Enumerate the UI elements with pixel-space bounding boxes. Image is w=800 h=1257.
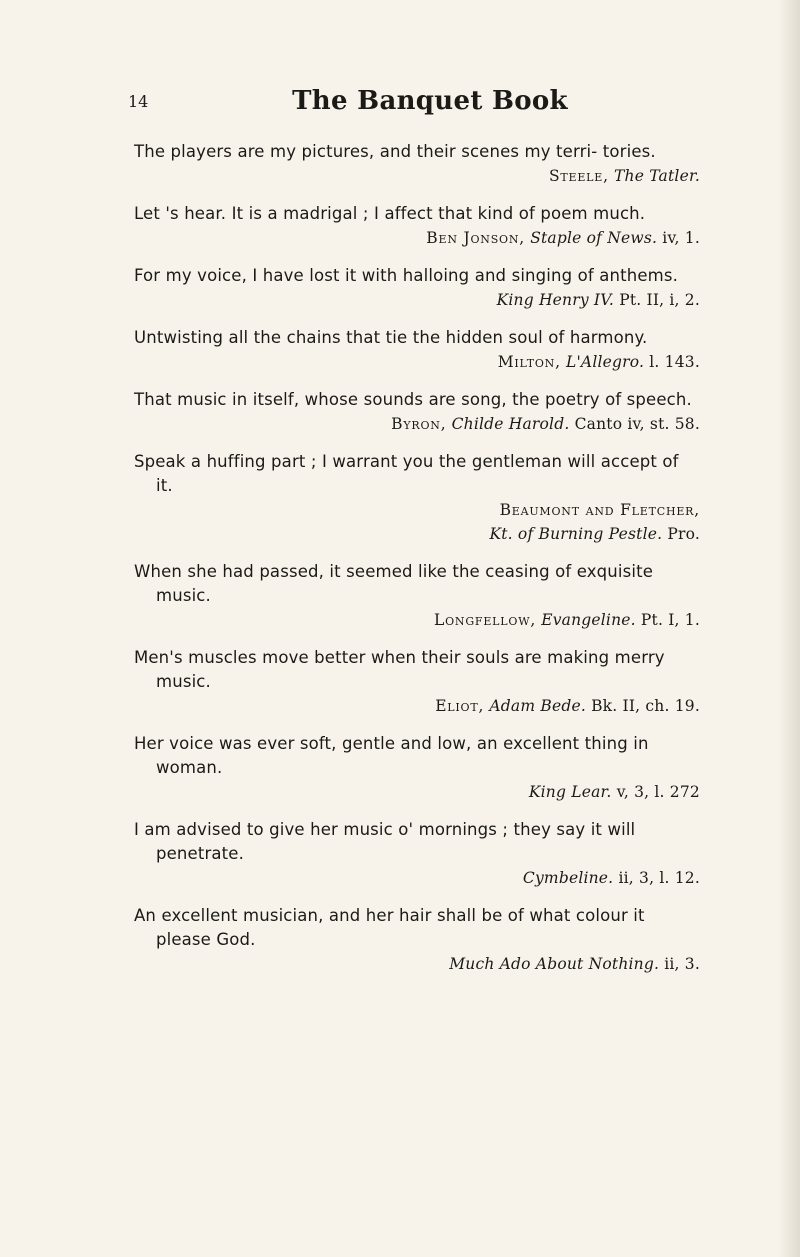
citation	[134, 866, 700, 890]
citation-author: Ben Jonson,	[426, 229, 526, 247]
quotation-text: Untwisting all the chains that tie the hidden soul of harmony.	[134, 328, 648, 347]
citation-reference: Pro.	[667, 525, 700, 543]
citation-work: King Henry IV.	[496, 291, 615, 309]
quotation-entry	[134, 264, 700, 312]
citation-author: Beaumont and Fletcher,	[499, 501, 700, 519]
citation-reference: Pt. II, i, 2.	[619, 291, 700, 309]
citation-reference: l. 143.	[649, 353, 700, 371]
quotation-entry	[134, 904, 700, 976]
citation-author: Byron,	[391, 415, 447, 433]
citation	[134, 350, 700, 374]
quotation-entry	[134, 560, 700, 632]
citation-author: Milton,	[497, 353, 561, 371]
quotation-text: When she had passed, it seemed like the ceasing of exquisite music.	[134, 562, 654, 605]
quotation-text: Speak a huffing part ; I warrant you the gentleman will accept of it.	[134, 452, 679, 495]
citation	[134, 288, 700, 312]
quotation-entry	[134, 202, 700, 250]
quotation-text: I am advised to give her music o' mornings ; they say it will penetrate.	[134, 820, 636, 863]
citation-work: Cymbeline.	[522, 869, 614, 887]
page-number: 14	[128, 92, 149, 111]
quotation-entry	[134, 450, 700, 546]
citation-reference: Bk. II, ch. 19.	[591, 697, 700, 715]
citation	[134, 164, 700, 188]
citation-work: L'Allegro.	[565, 353, 645, 371]
quotation-text: An excellent musician, and her hair shall be of what colour it please God.	[134, 906, 645, 949]
citation	[134, 226, 700, 250]
citation	[134, 608, 700, 632]
citation-reference: Canto iv, st. 58.	[574, 415, 700, 433]
quotation-entry	[134, 646, 700, 718]
quotation-text: For my voice, I have lost it with halloing and singing of anthems.	[134, 266, 679, 285]
citation-author: Steele,	[548, 167, 609, 185]
quotation-text: That music in itself, whose sounds are song, the poetry of speech.	[134, 390, 692, 409]
citation-reference: Pt. I, 1.	[640, 611, 700, 629]
citation-author: Eliot,	[435, 697, 485, 715]
citation	[134, 780, 700, 804]
quotation-text: Her voice was ever soft, gentle and low, an excellent thing in woman.	[134, 734, 649, 777]
quotation-entry	[134, 326, 700, 374]
citation-reference: iv, 1.	[662, 229, 700, 247]
quotation-text: The players are my pictures, and their scenes my terri- tories.	[134, 142, 656, 161]
citation	[134, 694, 700, 718]
quotation-text: Let 's hear. It is a madrigal ; I affect that kind of poem much.	[134, 204, 646, 223]
quotation-entry	[134, 140, 700, 188]
quotation-list	[134, 140, 700, 990]
citation	[134, 952, 700, 976]
quotation-entry	[134, 388, 700, 436]
citation-work: King Lear.	[528, 783, 612, 801]
quotation-text: Men's muscles move better when their souls are making merry music.	[134, 648, 665, 691]
citation-work: Much Ado About Nothing.	[449, 955, 660, 973]
running-title: The Banquet Book	[292, 86, 568, 116]
citation	[134, 498, 700, 546]
quotation-entry	[134, 732, 700, 804]
citation-work: The Tatler.	[614, 167, 700, 185]
quotation-entry	[134, 818, 700, 890]
citation-work: Kt. of Burning Pestle.	[489, 525, 663, 543]
citation-work: Staple of News.	[530, 229, 658, 247]
citation-reference: v, 3, l. 272	[616, 783, 700, 801]
citation	[134, 412, 700, 436]
page-header	[0, 86, 800, 126]
citation-author: Longfellow,	[434, 611, 537, 629]
citation-work: Adam Bede.	[489, 697, 586, 715]
citation-reference: ii, 3.	[664, 955, 700, 973]
citation-work: Childe Harold.	[451, 415, 570, 433]
citation-work: Evangeline.	[541, 611, 636, 629]
page-edge-shadow	[778, 0, 800, 1257]
citation-reference: ii, 3, l. 12.	[618, 869, 700, 887]
